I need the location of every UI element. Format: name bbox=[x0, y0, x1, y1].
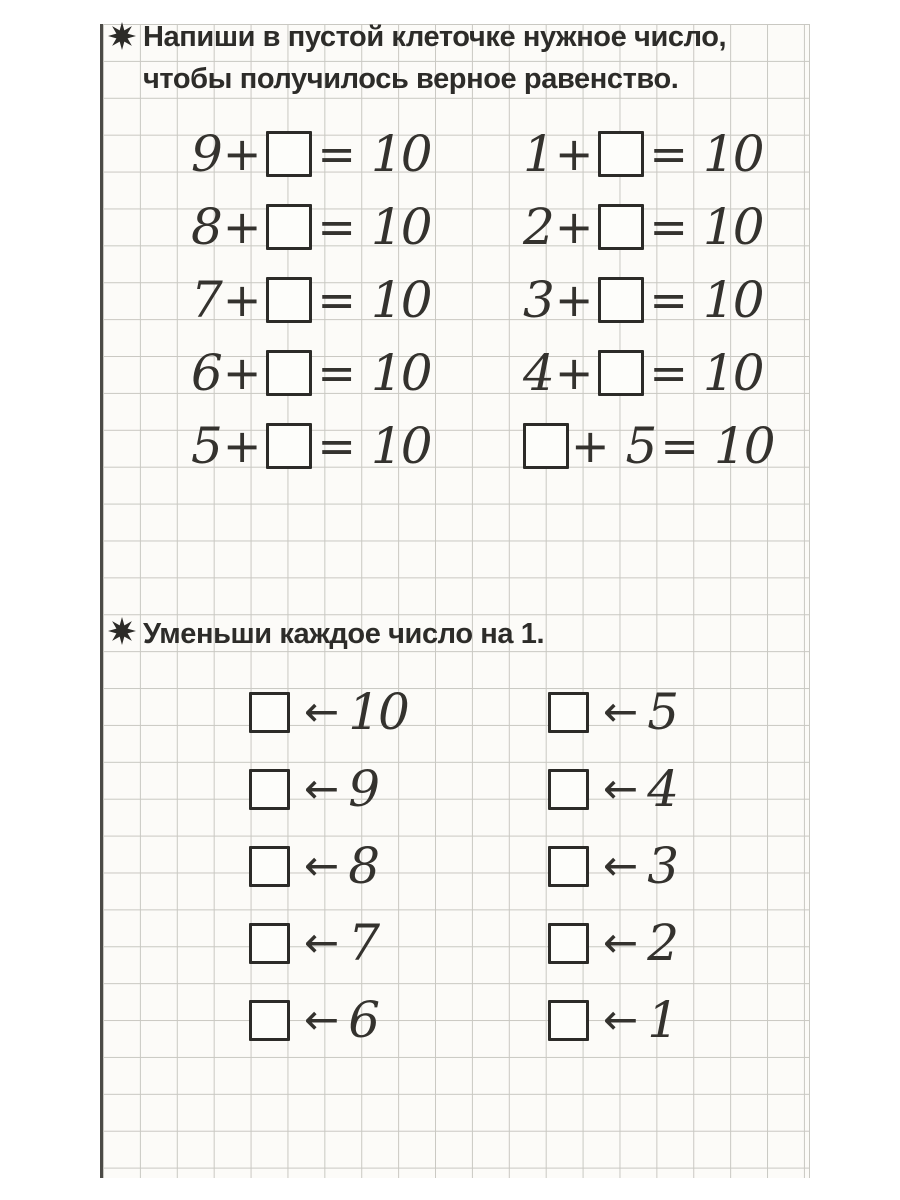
decrease-row bbox=[548, 914, 678, 972]
answer-box[interactable] bbox=[598, 204, 644, 250]
answer-box[interactable] bbox=[598, 350, 644, 396]
source-number: 10 bbox=[348, 683, 408, 741]
answer-box[interactable] bbox=[548, 769, 589, 810]
left-arrow-icon: ← bbox=[304, 918, 340, 967]
left-arrow-icon: ← bbox=[603, 764, 639, 813]
decrease-row bbox=[548, 837, 678, 895]
answer-box[interactable] bbox=[548, 846, 589, 887]
equation-row-box-first bbox=[523, 418, 774, 474]
answer-box[interactable] bbox=[249, 846, 290, 887]
left-arrow-icon: ← bbox=[603, 841, 639, 890]
plus-sign: + bbox=[571, 419, 610, 473]
source-number: 9 bbox=[348, 760, 379, 818]
result: 10 bbox=[370, 271, 431, 329]
decrease-row bbox=[548, 991, 678, 1049]
answer-box[interactable] bbox=[266, 131, 312, 177]
answer-box[interactable] bbox=[523, 423, 569, 469]
decrease-row bbox=[548, 683, 678, 741]
equation-row bbox=[523, 272, 774, 328]
plus-sign: + bbox=[222, 419, 262, 473]
answer-box[interactable] bbox=[548, 1000, 589, 1041]
equation-row bbox=[191, 418, 431, 474]
addend: 5 bbox=[625, 417, 656, 475]
addend: 6 bbox=[191, 344, 221, 402]
addend: 8 bbox=[191, 198, 221, 256]
result: 10 bbox=[370, 125, 431, 183]
addend: 1 bbox=[523, 125, 553, 183]
source-number: 8 bbox=[348, 837, 379, 895]
answer-box[interactable] bbox=[598, 277, 644, 323]
equals-sign: = bbox=[317, 127, 356, 181]
left-arrow-icon: ← bbox=[603, 995, 639, 1044]
addend: 5 bbox=[191, 417, 221, 475]
equals-sign: = bbox=[317, 200, 356, 254]
decrease-row bbox=[249, 914, 408, 972]
answer-box[interactable] bbox=[249, 923, 290, 964]
decrease-right-column bbox=[548, 683, 678, 1049]
equals-sign: = bbox=[317, 419, 356, 473]
equation-row bbox=[191, 126, 431, 182]
left-arrow-icon: ← bbox=[304, 687, 340, 736]
equation-row bbox=[191, 272, 431, 328]
answer-box[interactable] bbox=[266, 350, 312, 396]
star-bullet-icon bbox=[108, 22, 136, 50]
result: 10 bbox=[702, 344, 763, 402]
result: 10 bbox=[370, 344, 431, 402]
plus-sign: + bbox=[554, 127, 594, 181]
task1-title bbox=[143, 16, 726, 100]
equals-sign: = bbox=[317, 273, 356, 327]
task2-title: Уменьши каждое число на 1. bbox=[143, 618, 545, 650]
task1-title-line1: Напиши в пустой клеточке нужное число, bbox=[143, 21, 727, 53]
equals-sign: = bbox=[317, 346, 356, 400]
result: 10 bbox=[702, 125, 763, 183]
addend: 9 bbox=[191, 125, 221, 183]
source-number: 5 bbox=[647, 683, 678, 741]
source-number: 7 bbox=[348, 914, 379, 972]
equals-sign: = bbox=[649, 200, 688, 254]
equals-sign: = bbox=[649, 346, 688, 400]
plus-sign: + bbox=[554, 200, 594, 254]
star-bullet-icon bbox=[108, 617, 136, 645]
equation-row bbox=[191, 345, 431, 401]
result: 10 bbox=[702, 271, 763, 329]
worksheet-page bbox=[100, 21, 810, 1178]
source-number: 6 bbox=[348, 991, 379, 1049]
result: 10 bbox=[702, 198, 763, 256]
source-number: 4 bbox=[647, 760, 678, 818]
result: 10 bbox=[713, 417, 774, 475]
source-number: 1 bbox=[647, 991, 678, 1049]
equations-left-column bbox=[191, 126, 431, 474]
addend: 4 bbox=[523, 344, 553, 402]
equation-row bbox=[523, 345, 774, 401]
decrease-row bbox=[249, 837, 408, 895]
left-arrow-icon: ← bbox=[304, 764, 340, 813]
result: 10 bbox=[370, 417, 431, 475]
equation-row bbox=[523, 199, 774, 255]
source-number: 2 bbox=[647, 914, 678, 972]
answer-box[interactable] bbox=[249, 1000, 290, 1041]
equation-row bbox=[523, 126, 774, 182]
answer-box[interactable] bbox=[249, 692, 290, 733]
equations-right-column bbox=[523, 126, 774, 474]
addend: 2 bbox=[523, 198, 553, 256]
answer-box[interactable] bbox=[598, 131, 644, 177]
answer-box[interactable] bbox=[249, 769, 290, 810]
addend: 7 bbox=[191, 271, 221, 329]
source-number: 3 bbox=[647, 837, 678, 895]
addend: 3 bbox=[523, 271, 553, 329]
task1-title-line2: чтобы получилось верное равенство. bbox=[143, 63, 679, 95]
plus-sign: + bbox=[222, 200, 262, 254]
answer-box[interactable] bbox=[266, 204, 312, 250]
left-arrow-icon: ← bbox=[304, 995, 340, 1044]
decrease-row bbox=[249, 760, 408, 818]
answer-box[interactable] bbox=[266, 277, 312, 323]
decrease-row bbox=[249, 991, 408, 1049]
answer-box[interactable] bbox=[266, 423, 312, 469]
decrease-row bbox=[548, 760, 678, 818]
equals-sign: = bbox=[649, 273, 688, 327]
result: 10 bbox=[370, 198, 431, 256]
equals-sign: = bbox=[649, 127, 688, 181]
answer-box[interactable] bbox=[548, 692, 589, 733]
left-arrow-icon: ← bbox=[603, 918, 639, 967]
equation-row bbox=[191, 199, 431, 255]
plus-sign: + bbox=[222, 273, 262, 327]
plus-sign: + bbox=[554, 273, 594, 327]
plus-sign: + bbox=[554, 346, 594, 400]
answer-box[interactable] bbox=[548, 923, 589, 964]
decrease-row bbox=[249, 683, 408, 741]
left-arrow-icon: ← bbox=[603, 687, 639, 736]
left-arrow-icon: ← bbox=[304, 841, 340, 890]
plus-sign: + bbox=[222, 346, 262, 400]
decrease-left-column bbox=[249, 683, 408, 1049]
plus-sign: + bbox=[222, 127, 262, 181]
equals-sign: = bbox=[660, 419, 699, 473]
